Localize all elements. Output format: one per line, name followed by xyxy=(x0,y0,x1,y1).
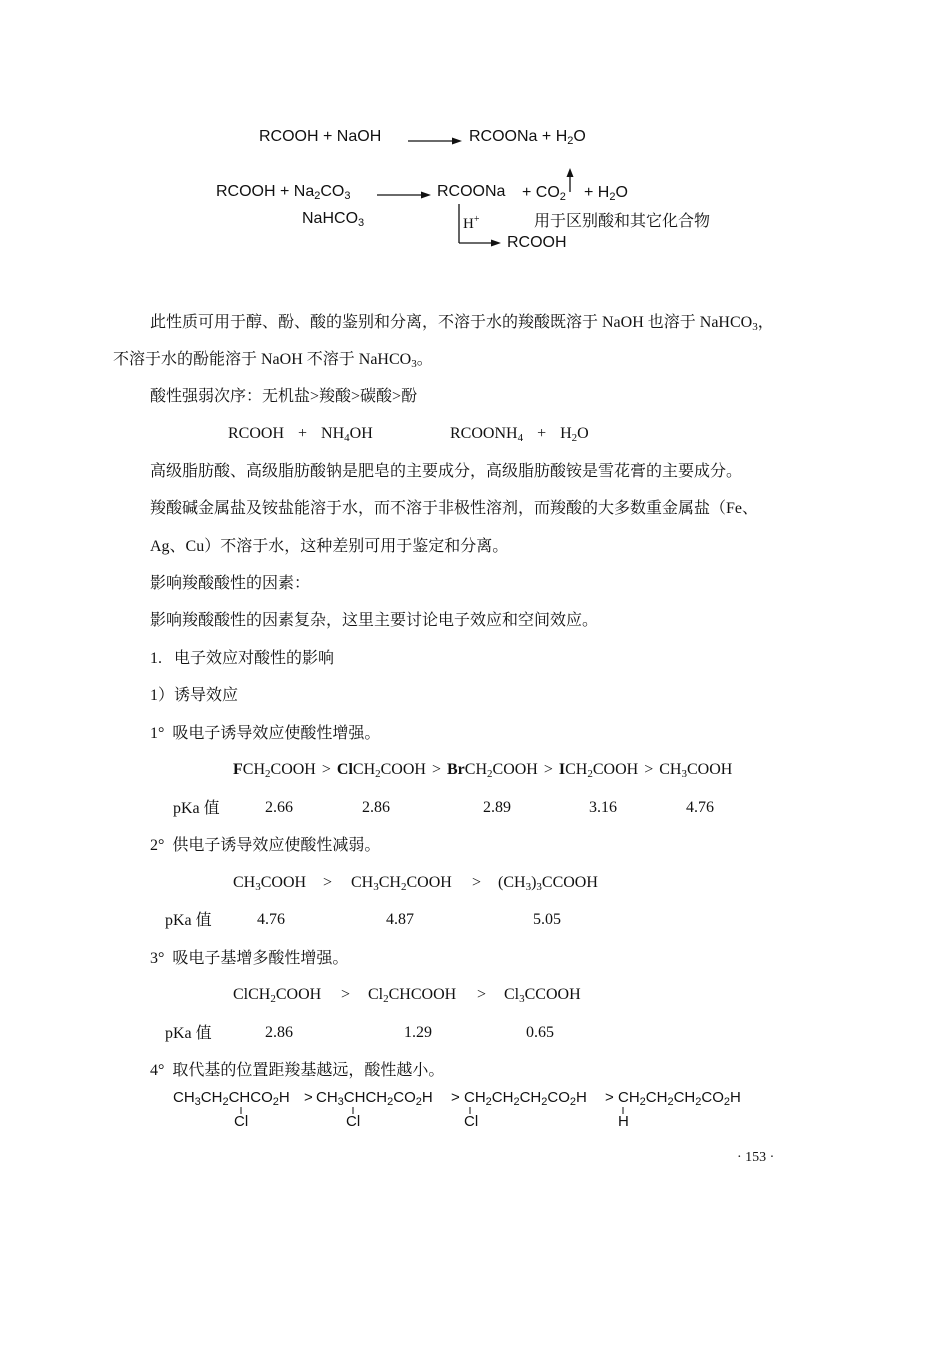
heading-withdrawing: 1° 吸电子诱导效应使酸性增强。 xyxy=(150,725,381,742)
pka-value: 2.66 xyxy=(265,799,293,816)
halo-acid-series: $FCH_2COOH$ > ClCH$_2$COOH > BrCH$_2$COOH > $ICH_2COOH$ > $CH_3COOH$ xyxy=(233,761,733,780)
ammonium-equation: RCOOH + $NH_4OH$ xyxy=(228,425,373,444)
gt-sign: > xyxy=(323,874,333,891)
reaction-2-product: RCOONa xyxy=(437,183,506,200)
reaction-1-reactants: RCOOH + NaOH xyxy=(259,128,382,145)
heading-electronic-effect: 1. 电子效应对酸性的影响 xyxy=(150,650,335,667)
pka-value: 2.89 xyxy=(483,799,511,816)
substituent-label: Cl xyxy=(464,1113,479,1130)
structure-gamma-chloro: $CH_2CH_2CH_2CO_2H$ xyxy=(464,1089,587,1108)
paragraph-separation: 此性质可用于醇、酚、酸的鉴别和分离，不溶于水的羧酸既溶于 NaOH 也溶于 NaHCO$_3$， xyxy=(150,314,774,333)
paragraph-salts-cont: Ag、Cu）不溶于水，这种差别可用于鉴定和分离。 xyxy=(150,538,509,555)
acidity-order: 酸性强弱次序：无机盐>羧酸>碳酸>酚 xyxy=(150,388,418,405)
substituent-label: Cl xyxy=(346,1113,361,1130)
pka-value: 0.65 xyxy=(526,1024,554,1041)
heading-donating: 2° 供电子诱导效应使酸性减弱。 xyxy=(150,837,381,854)
pka-value: 1.29 xyxy=(404,1024,432,1041)
gt-sign: > xyxy=(477,986,487,1003)
substituent-label: Cl xyxy=(234,1113,249,1130)
pka-value: 2.86 xyxy=(362,799,390,816)
section-factors-intro: 影响羧酸酸性的因素复杂，这里主要讨论电子效应和空间效应。 xyxy=(150,612,599,629)
page-number: · 153 · xyxy=(737,1150,775,1165)
structure-alpha-chloro: $CH_3CH_2CHCO_2H$ xyxy=(173,1089,290,1108)
pka-value: 3.16 xyxy=(589,799,617,816)
heading-multiple-withdrawing: 3° 吸电子基增多酸性增强。 xyxy=(150,950,349,967)
reaction-1 xyxy=(259,128,381,146)
reaction-note: 用于区别酸和其它化合物 xyxy=(534,213,711,230)
pka-value: 4.76 xyxy=(686,799,714,816)
structure-beta-chloro: $CH_3CHCH_2CO_2H$ xyxy=(316,1089,433,1108)
structure-unsubstituted: $CH_2CH_2CH_2CO_2H$ xyxy=(618,1089,741,1108)
chloroacid-2: $Cl_2CHCOOH$ xyxy=(368,986,457,1005)
chloroacid-3: $Cl_3CCOOH$ xyxy=(504,986,581,1005)
ammonium-equation-products: $RCOONH_4 + H_2O$ xyxy=(450,425,589,444)
reaction-2-water: + $H_2O$ xyxy=(584,184,628,203)
section-factors-title: 影响羧酸酸性的因素： xyxy=(150,575,311,592)
pka-value: 4.87 xyxy=(386,911,414,928)
paragraph-salts: 羧酸碱金属盐及铵盐能溶于水，而不溶于非极性溶剂，而羧酸的大多数重金属盐（Fe、 xyxy=(150,500,759,517)
gt-sign: > xyxy=(472,874,482,891)
acid-label: H+ xyxy=(463,214,480,232)
reaction-arrow-icon xyxy=(408,137,462,145)
gt-sign: > xyxy=(341,986,351,1003)
reaction-2-alt-reactant: NaHCO$_3$ xyxy=(302,210,365,229)
heading-inductive-effect: 1）诱导效应 xyxy=(150,687,239,704)
pka-label: pKa 值 xyxy=(165,912,212,929)
substituent-label: H xyxy=(618,1113,629,1130)
pka-value: 5.05 xyxy=(533,911,561,928)
paragraph-soap: 高级脂肪酸、高级脂肪酸钠是肥皂的主要成分，高级脂肪酸铵是雪花膏的主要成分。 xyxy=(150,463,743,480)
gt-sign: > xyxy=(451,1089,460,1106)
gt-sign: > xyxy=(605,1089,614,1106)
reaction-2-reactant: RCOOH + $Na_2CO_3$ xyxy=(216,183,351,202)
pka-value: 4.76 xyxy=(257,911,285,928)
paragraph-separation-cont: 不溶于水的酚能溶于 NaOH 不溶于 NaHCO$_3$。 xyxy=(113,351,433,370)
reaction-2-final-product: RCOOH xyxy=(507,234,567,251)
gas-up-arrow-icon xyxy=(566,168,574,192)
gt-sign: > xyxy=(304,1089,313,1106)
alkyl-acid-3: $(CH_3)_3CCOOH$ xyxy=(498,874,598,893)
reaction-2-gas: + $CO_2$ xyxy=(522,184,566,203)
alkyl-acid-1: $CH_3COOH$ xyxy=(233,874,307,893)
heading-position-effect: 4° 取代基的位置距羧基越远，酸性越小。 xyxy=(150,1062,445,1079)
pka-label: pKa 值 xyxy=(165,1025,212,1042)
alkyl-acid-2: $CH_3CH_2COOH$ xyxy=(351,874,452,893)
chloroacid-1: ClCH$_2$COOH xyxy=(233,986,322,1005)
reaction-1-products: RCOONa + $H_2O$ xyxy=(469,128,586,147)
reaction-arrow-icon xyxy=(377,191,431,199)
pka-label: pKa 值 xyxy=(173,800,220,817)
pka-value: 2.86 xyxy=(265,1024,293,1041)
